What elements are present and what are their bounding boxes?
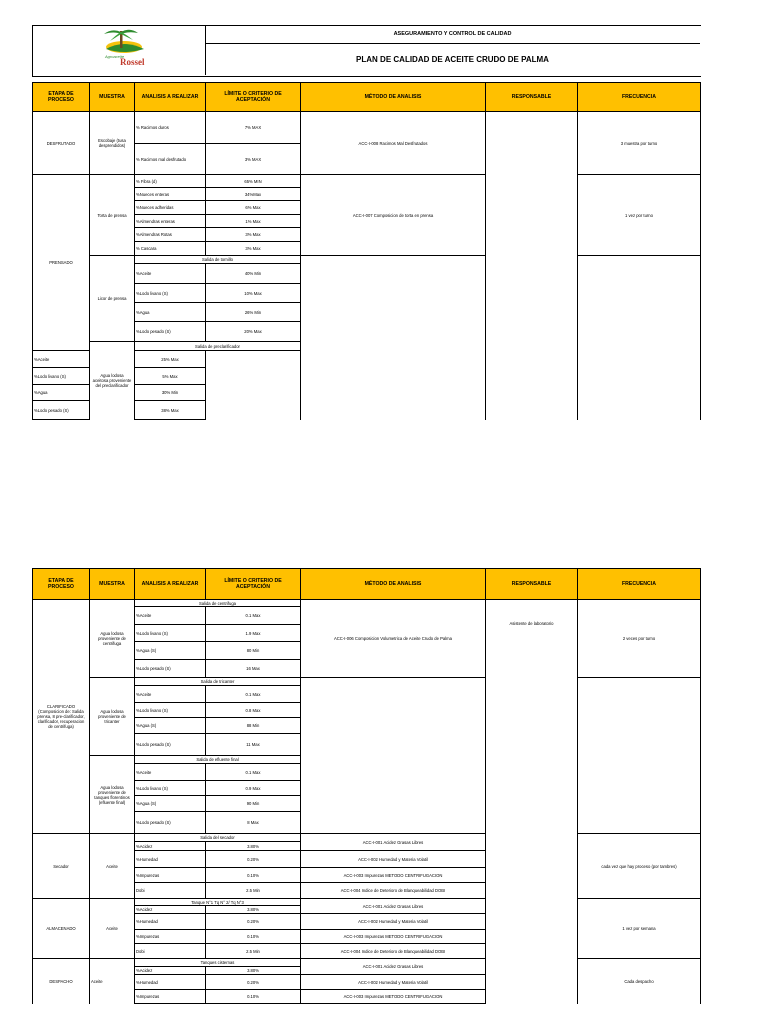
analisis-cell: %Agua [135, 303, 206, 322]
metodo-cell: ACC-I-001 Acidez Grasas Libres [301, 959, 486, 975]
document-subtitle: ASEGURAMIENTO Y CONTROL DE CALIDAD [205, 25, 700, 44]
analisis-cell: %Lodo livano (S) [135, 625, 206, 642]
analisis-cell: Dobi [135, 944, 206, 959]
table-header-row [33, 569, 701, 600]
metodo-cell: ACC-I-002 Humedad y Materia Volatil [301, 914, 486, 930]
table-row [33, 959, 701, 967]
muestra-cell: Agua lodosa proveniente de centrifuga [90, 600, 135, 678]
analisis-cell: %Lodo pesado (S) [135, 734, 206, 756]
col-header-limite: LÍMITE O CRITERIO DE ACEPTACIÓN [206, 83, 301, 112]
analisis-cell: %Almendras Rotas [135, 228, 206, 242]
limite-cell: 0.20% [206, 914, 301, 930]
analisis-cell: %Aceite [135, 686, 206, 703]
limite-cell: 11 Max [206, 734, 301, 756]
table-row [33, 112, 701, 144]
table-header-row [33, 83, 701, 112]
muestra-cell: Agua lodosa proveniente de tanques florentinos (efluente final) [90, 756, 135, 834]
analisis-cell: %Lodo pesado (S) [33, 401, 90, 420]
analisis-cell: %Agua (S) [135, 642, 206, 660]
analisis-cell: %Lodo pesado (S) [135, 812, 206, 834]
limite-cell: 1.9 Max [206, 625, 301, 642]
metodo-cell [301, 678, 486, 834]
frecuencia-cell [578, 678, 701, 834]
col-header-metodo: MÉTODO DE ANALISIS [301, 83, 486, 112]
muestra-cell: Escobaje (tusa desprendidos) [90, 112, 135, 175]
col-header-responsable: RESPONSABLE [486, 569, 578, 600]
group-title-cell: Salida de preclarificador [135, 342, 301, 351]
limite-cell: 7% MAX [206, 112, 301, 144]
responsable-label: Asistente de laboratorio [509, 621, 554, 627]
frecuencia-cell: 2 veces por turno [578, 600, 701, 678]
analisis-cell: %Acidez [135, 842, 206, 851]
limite-cell: 3.80% [206, 906, 301, 914]
analisis-cell: %Lodo livano (S) [135, 781, 206, 796]
col-header-frecuencia: FRECUENCIA [578, 83, 701, 112]
limite-cell: 16 Max [206, 660, 301, 678]
limite-cell: 3.80% [206, 842, 301, 851]
limite-cell: 0.10% [206, 868, 301, 883]
analisis-cell: %Impurezas [135, 930, 206, 944]
limite-cell: 25% Max [135, 351, 206, 368]
responsable-cell [486, 112, 578, 322]
limite-cell: 88 Min [206, 718, 301, 734]
group-title-cell: Salida de centrifuga [135, 600, 301, 607]
analisis-cell: %Nueces enteras [135, 188, 206, 201]
limite-cell: 26% Min [206, 303, 301, 322]
muestra-cell: Aceite [90, 834, 135, 899]
analisis-cell: %Lodo livano (S) [135, 284, 206, 303]
limite-cell: 10% Max [206, 284, 301, 303]
col-header-responsable: RESPONSABLE [486, 83, 578, 112]
limite-cell: 5% Max [135, 368, 206, 385]
etapa-cell: CLARIFICADO (Composicion de: Salida prensa, 8 pre-clarificador, clarificador, recuperacion de centrifuga) [33, 600, 90, 834]
document-title: PLAN DE CALIDAD DE ACEITE CRUDO DE PALMA [356, 55, 549, 64]
analisis-cell: %Aceite [135, 607, 206, 625]
etapa-cell: ALMACENADO [33, 899, 90, 959]
metodo-cell: ACC-I-006 Composicion Volumetrica de Aceite Crudo de Palma [301, 600, 486, 678]
limite-cell: 65% MIN [206, 175, 301, 188]
metodo-cell: ACC-I-007 Composicion de torta en prensa [301, 175, 486, 256]
metodo-cell: ACC-I-003 Impurezas METODO CENTRIFUGACION [301, 868, 486, 883]
analisis-cell: %Lodo livano (S) [135, 703, 206, 718]
analisis-cell: %Lodo livano (S) [33, 368, 90, 385]
muestra-cell: Licor de prensa [90, 256, 135, 342]
limite-cell: 34%Max [206, 188, 301, 201]
analisis-cell: %Lodo pesado (S) [135, 322, 206, 342]
analisis-cell: %Humedad [135, 975, 206, 990]
muestra-cell: Torta de prensa [90, 175, 135, 256]
limite-cell: 80 Min [206, 642, 301, 660]
col-header-analisis: ANALISIS A REALIZAR [135, 83, 206, 112]
analisis-cell: %Agua (S) [135, 718, 206, 734]
limite-cell: 6% Max [206, 201, 301, 215]
table-row [33, 899, 701, 906]
frecuencia-cell: 1 vez por turno [578, 175, 701, 256]
limite-cell: 0.1 Max [206, 686, 301, 703]
col-header-analisis: ANALISIS A REALIZAR [135, 569, 206, 600]
metodo-cell: ACC-I-002 Humedad y Materia Volatil [301, 975, 486, 990]
metodo-cell: ACC-I-004 Indice de Deterioro de Blanqueabilidad DOBI [301, 883, 486, 899]
limite-cell: 3% Max [206, 242, 301, 256]
analisis-cell: %Impurezas [135, 990, 206, 1004]
analisis-cell: %Almendras enteras [135, 215, 206, 228]
group-title-cell: Salida de efluente final [135, 756, 301, 764]
col-header-limite: LÍMITE O CRITERIO DE ACEPTACIÓN [206, 569, 301, 600]
analisis-cell: %Acidez [135, 967, 206, 975]
analisis-cell: %Agua (S) [135, 796, 206, 812]
etapa-cell: DESPACHO [33, 959, 90, 1004]
metodo-cell: ACC-I-002 Humedad y Materia Volatil [301, 851, 486, 868]
limite-cell: 38% Max [135, 401, 206, 420]
etapa-cell: PRENSADO [33, 175, 90, 351]
analisis-cell: % Racimos duros [135, 112, 206, 144]
group-title-cell: Salida de tricanter [135, 678, 301, 686]
group-title-cell: Tanque N°1 Tq N° 2/ Tq N°3 [135, 899, 301, 906]
group-title-cell: Salida de tornillo [135, 256, 301, 264]
limite-cell: 0.1 Max [206, 764, 301, 781]
table-row [33, 834, 701, 842]
limite-cell: 0.10% [206, 990, 301, 1004]
limite-cell: 20% Max [206, 322, 301, 342]
limite-cell: 90 Min [206, 796, 301, 812]
analisis-cell: %Humedad [135, 851, 206, 868]
metodo-cell: ACC-I-001 Acidez Grasas Libres [301, 834, 486, 851]
metodo-cell: ACC-I-003 Impurezas METODO CENTRIFUGACION [301, 930, 486, 944]
limite-cell: 2.5 Min [206, 883, 301, 899]
frecuencia-cell: 3 muestra por turno [578, 112, 701, 175]
muestra-cell: Aceite [90, 899, 135, 959]
frecuencia-cell: cada vez que hay proceso (por tambres) [578, 834, 701, 899]
col-header-muestra: MUESTRA [90, 83, 135, 112]
analisis-cell: %Agua [33, 385, 90, 401]
limite-cell: 0.20% [206, 975, 301, 990]
limite-cell: 0.20% [206, 851, 301, 868]
quality-plan-table-2 [32, 568, 701, 1004]
metodo-cell: ACC-I-004 Indice de Deterioro de Blanqueabilidad DOBI [301, 944, 486, 959]
responsable-cell [486, 600, 578, 1004]
metodo-cell: ACC-I-008 Racimos Mal Desfrutados [301, 112, 486, 175]
muestra-cell: Agua lodosa proveniente de tricanter [90, 678, 135, 756]
limite-cell: 3% MAX [206, 144, 301, 175]
metodo-cell [301, 256, 486, 420]
muestra-cell: Aceite [90, 959, 135, 1004]
col-header-etapa: ETAPA DE PROCESO [33, 83, 90, 112]
analisis-cell: %Humedad [135, 914, 206, 930]
limite-cell: 0.9 Max [206, 781, 301, 796]
quality-plan-table-1 [32, 82, 701, 420]
analisis-cell: %Aceite [135, 764, 206, 781]
analisis-cell: Dobi [135, 883, 206, 899]
limite-cell: 0.1 Max [206, 607, 301, 625]
analisis-cell: %Impurezas [135, 868, 206, 883]
frecuencia-cell: Cada despacho [578, 959, 701, 1004]
analisis-cell: % Cascara [135, 242, 206, 256]
metodo-cell: ACC-I-001 Acidez Grasas Libres [301, 899, 486, 914]
analisis-cell: % Racimos mal desfrutado [135, 144, 206, 175]
col-header-frecuencia: FRECUENCIA [578, 569, 701, 600]
limite-cell: 3.80% [206, 967, 301, 975]
col-header-metodo: MÉTODO DE ANALISIS [301, 569, 486, 600]
table-row [33, 678, 701, 686]
muestra-cell: Agua lodosa aceitosa proveniente del preclarificador [90, 342, 135, 420]
group-title-cell: Salida del secador [135, 834, 301, 842]
frecuencia-cell: 1 vez por semana [578, 899, 701, 959]
table-row [33, 175, 701, 188]
analisis-cell: %Nueces adheridas [135, 201, 206, 215]
svg-text:Rossel: Rossel [120, 57, 145, 67]
limite-cell: 0.8 Max [206, 703, 301, 718]
limite-cell: 0.10% [206, 930, 301, 944]
table-row [33, 600, 701, 607]
company-logo [32, 25, 206, 75]
etapa-cell: Secador [33, 834, 90, 899]
limite-cell: 30% Min [135, 385, 206, 401]
analisis-cell: %Aceite [33, 351, 90, 368]
analisis-cell: % Fibra (d) [135, 175, 206, 188]
limite-cell: 1% Max [206, 215, 301, 228]
analisis-cell: %Lodo pesado (S) [135, 660, 206, 678]
etapa-cell: DESFRUTADO [33, 112, 90, 175]
group-title-cell: Tanques cisternas [135, 959, 301, 967]
metodo-cell: ACC-I-003 Impurezas METODO CENTRIFUGACION [301, 990, 486, 1004]
table-row [33, 256, 701, 264]
col-header-etapa: ETAPA DE PROCESO [33, 569, 90, 600]
frecuencia-cell [578, 256, 701, 420]
limite-cell: 8 Max [206, 812, 301, 834]
analisis-cell: %Aceite [135, 264, 206, 284]
palm-logo-icon [32, 25, 205, 75]
limite-cell: 3% Max [206, 228, 301, 242]
svg-text:Agroaceite: Agroaceite [105, 54, 125, 59]
analisis-cell: %Acidez [135, 906, 206, 914]
col-header-muestra: MUESTRA [90, 569, 135, 600]
limite-cell: 40% Min [206, 264, 301, 284]
limite-cell: 2.5 Min [206, 944, 301, 959]
